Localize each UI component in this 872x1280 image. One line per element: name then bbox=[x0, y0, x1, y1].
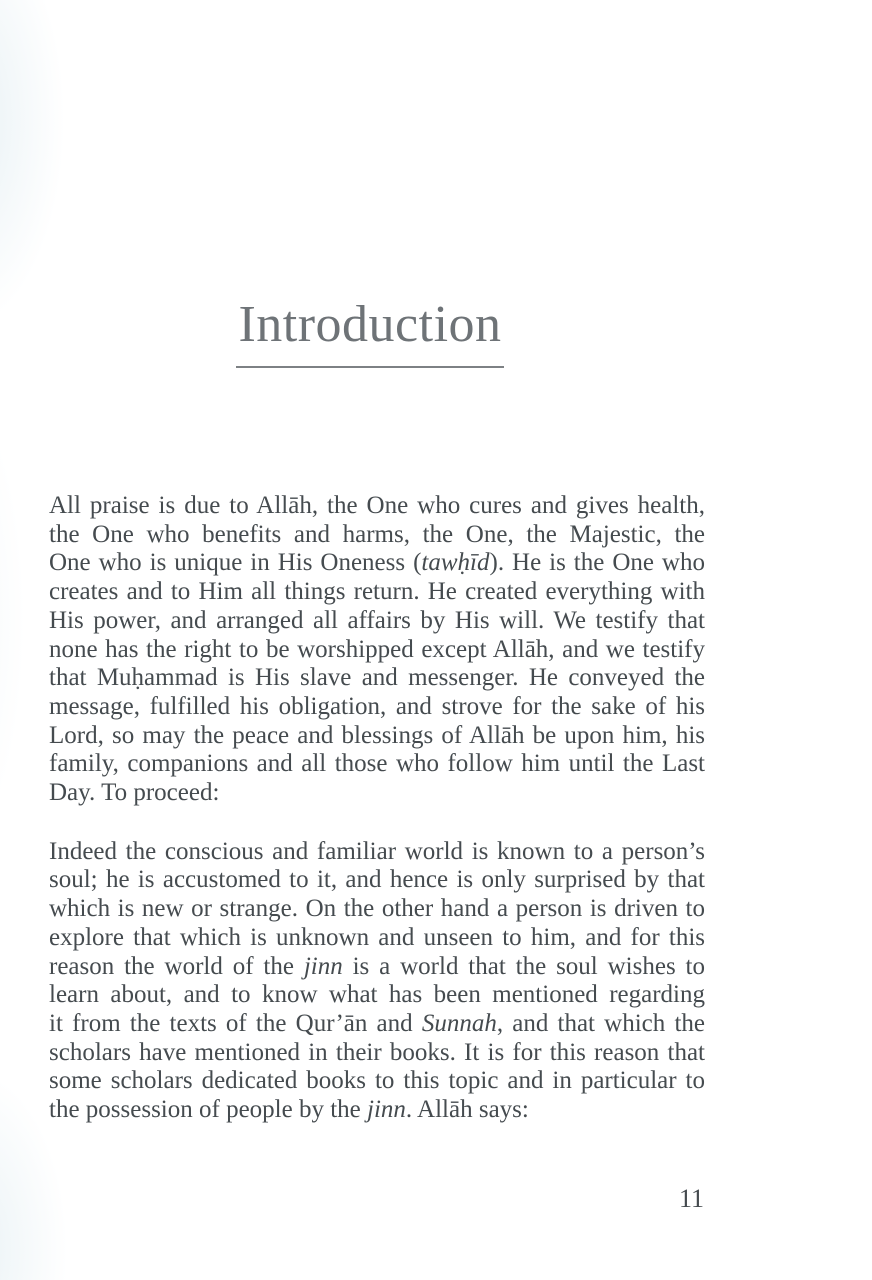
text-segment: it from the texts of the Qur’ān and bbox=[49, 1009, 422, 1037]
heading-rule bbox=[236, 366, 504, 368]
italic-term: Sunnah bbox=[421, 1009, 497, 1037]
text-segment: none has the right to be worshipped except Allāh, and we testify bbox=[49, 635, 705, 663]
text-line bbox=[49, 549, 705, 578]
text-segment: learn about, and to know what has been mentioned regarding bbox=[49, 981, 705, 1009]
text-line bbox=[49, 779, 705, 808]
text-segment: which is new or strange. On the other hand a person is driven to bbox=[49, 895, 705, 923]
text-segment: reason the world of the bbox=[49, 952, 304, 980]
text-segment: ). He is the One who bbox=[489, 549, 705, 577]
text-segment: family, companions and all those who follow him until the Last bbox=[49, 750, 705, 778]
page-title: Introduction bbox=[238, 296, 502, 353]
text-segment: Indeed the conscious and familiar world is known to a person’s bbox=[49, 837, 705, 865]
text-line bbox=[49, 1010, 705, 1039]
italic-term: jinn bbox=[367, 1096, 406, 1124]
text-segment: scholars have mentioned in their books. It is for this reason that bbox=[49, 1038, 705, 1066]
text-line bbox=[49, 578, 705, 607]
text-line bbox=[49, 866, 705, 895]
italic-term: tawḥīd bbox=[421, 549, 490, 577]
text-segment: the One who benefits and harms, the One, the Majestic, the bbox=[49, 520, 705, 548]
text-segment: the possession of people by the bbox=[49, 1096, 368, 1124]
text-line bbox=[49, 722, 705, 751]
text-segment: that Muḥammad is His slave and messenger. He conveyed the bbox=[49, 664, 705, 692]
text-line bbox=[49, 1039, 705, 1068]
text-segment: , and that which the bbox=[496, 1009, 705, 1037]
body-paragraph bbox=[49, 492, 705, 808]
text-line bbox=[49, 1096, 705, 1125]
text-line bbox=[49, 750, 705, 779]
text-segment: message, fulfilled his obligation, and strove for the sake of his bbox=[49, 692, 705, 720]
page-body bbox=[49, 492, 705, 1125]
text-segment: explore that which is unknown and unseen to him, and for this bbox=[49, 923, 705, 951]
text-line bbox=[49, 1067, 705, 1096]
text-segment: Lord, so may the peace and blessings of Allāh be upon him, his bbox=[49, 721, 705, 749]
text-segment: some scholars dedicated books to this topic and in particular to bbox=[49, 1067, 705, 1095]
page-number: 11 bbox=[678, 1184, 704, 1213]
text-segment: One who is unique in His Oneness ( bbox=[49, 549, 422, 577]
text-segment: is a world that the soul wishes to bbox=[342, 952, 705, 980]
text-line bbox=[49, 953, 705, 982]
text-line bbox=[49, 607, 705, 636]
text-segment: creates and to Him all things return. He created everything with bbox=[49, 578, 705, 606]
text-segment: All praise is due to Allāh, the One who cures and gives health, bbox=[49, 492, 705, 519]
text-line bbox=[49, 924, 705, 953]
text-segment: . Allāh says: bbox=[405, 1096, 529, 1124]
text-line bbox=[49, 981, 705, 1010]
text-line bbox=[49, 895, 705, 924]
text-line bbox=[49, 664, 705, 693]
text-line bbox=[49, 636, 705, 665]
text-segment: His power, and arranged all affairs by His will. We testify that bbox=[49, 606, 705, 634]
text-line bbox=[49, 492, 705, 521]
text-line bbox=[49, 521, 705, 550]
text-segment: soul; he is accustomed to it, and hence is only surprised by that bbox=[49, 866, 705, 894]
chapter-header bbox=[40, 296, 700, 368]
text-line bbox=[49, 838, 705, 867]
text-line bbox=[49, 693, 705, 722]
italic-term: jinn bbox=[303, 952, 343, 980]
body-paragraph bbox=[49, 838, 705, 1125]
text-segment: Day. To proceed: bbox=[49, 779, 220, 807]
